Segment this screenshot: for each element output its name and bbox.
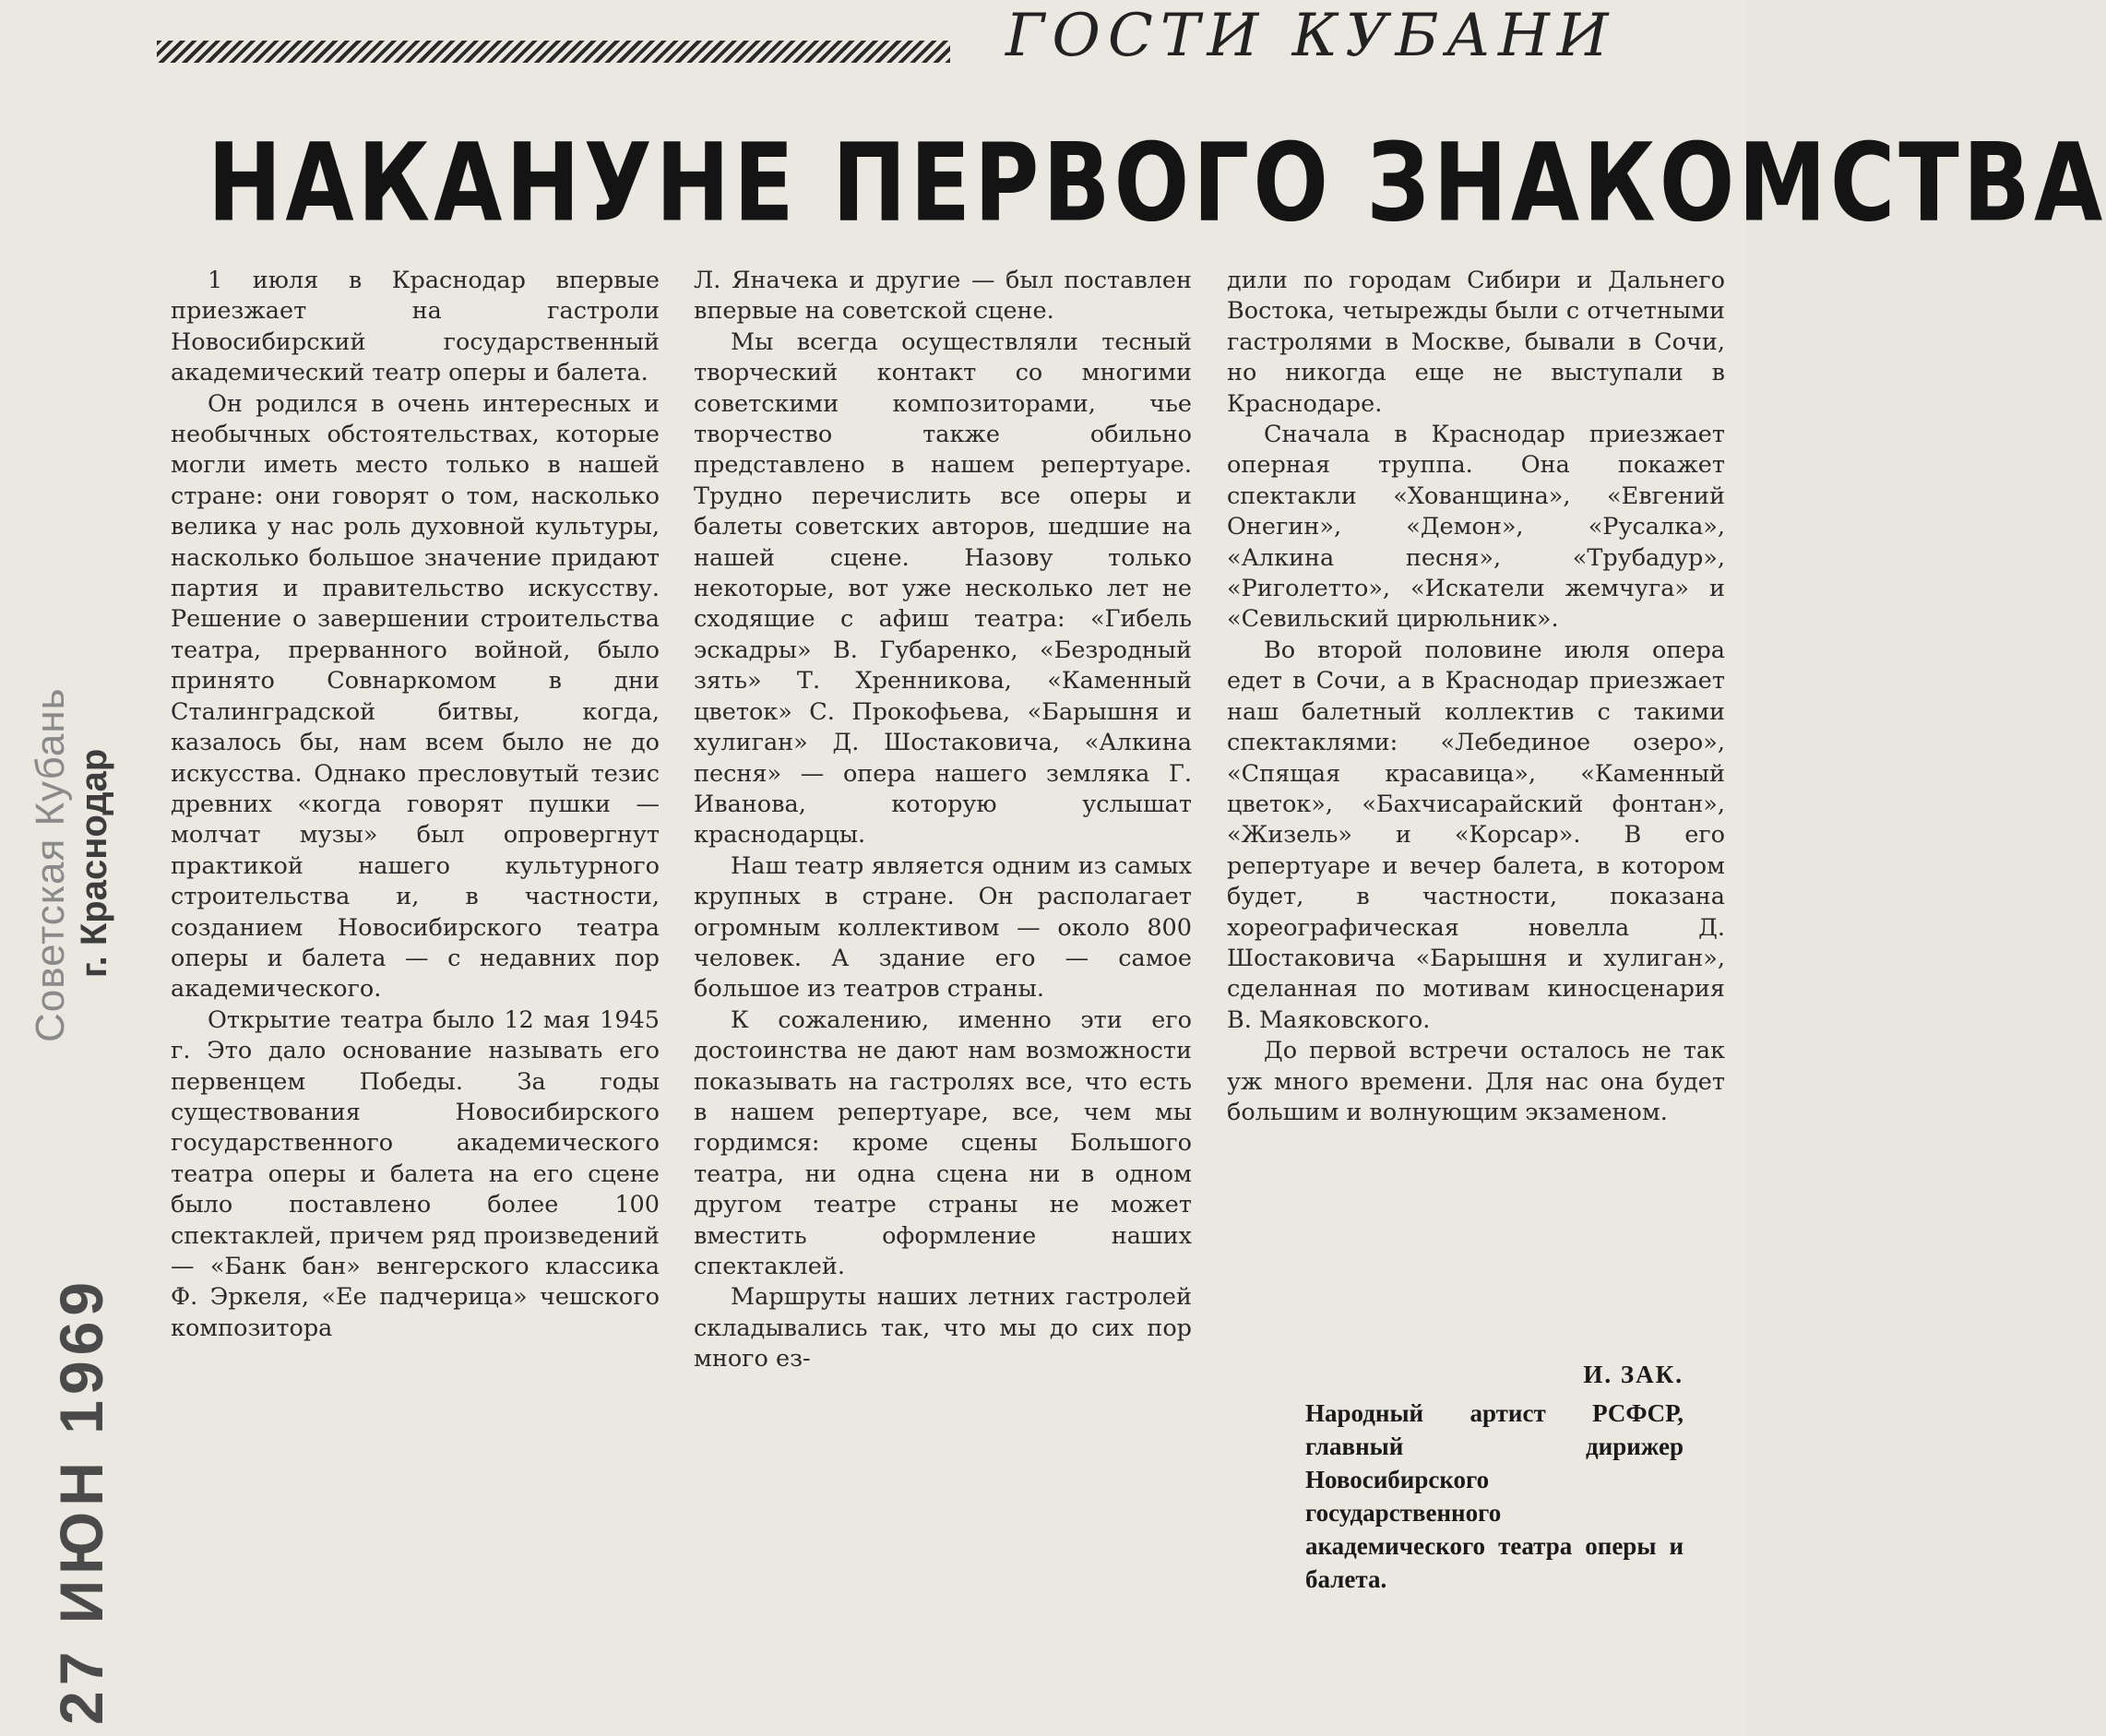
rubric-title: ГОСТИ КУБАНИ: [1005, 2, 1616, 70]
paragraph: Сначала в Краснодар приезжает оперная труппа. Она покажет спектакли «Хованщина», «Евгений Онегин», «Демон», «Русалка», «Алкина песня», «Трубадур», «Риголетто», «Искатели жемчуга» и «Севильский цирюльник».: [1227, 421, 1725, 634]
article-column-3: [1227, 266, 1725, 1128]
paragraph: Открытие театра было 12 мая 1945 г. Это дало основание называть его первенцем Победы. За годы существования Новосибирского государственного академического театра оперы и балета на его сцене было поставлено более 100 спектаклей, причем ряд произведений — «Банк бан» венгерского классика Ф. Эркеля, «Ее падчерица» чешского композитора: [171, 1005, 660, 1342]
article-headline: НАКАНУНЕ ПЕРВОГО ЗНАКОМСТВА: [208, 120, 2106, 246]
paragraph: Он родился в очень интересных и необычных обстоятельствах, которые могли иметь место только в нашей стране: они говорят о том, насколько велика у нас роль духовной культуры, насколько большое значение придают партия и правительство искусству. Решение о завершении строительства театра, прерванного войной, было принято Совнаркомом в дни Сталинградской битвы, когда, казалось бы, нам всем было не до искусства. Однако пресловутый тезис древних «когда говорят пушки — молчат музы» был опровергнут практикой нашего культурного строительства и, в частности, созданием Новосибирского театра оперы и балета — с недавних пор академического.: [171, 389, 660, 1004]
author-name: И. ЗАК.: [1583, 1361, 1684, 1388]
author-title: Народный артист РСФСР, главный дирижер Новосибирского государственного академического театра оперы и балета.: [1305, 1399, 1684, 1593]
rubric-hatched-rule: [157, 41, 950, 63]
paragraph: Л. Яначека и другие — был поставлен впервые на советской сцене.: [694, 267, 1192, 326]
paragraph: Наш театр является одним из самых крупных в стране. Он располагает огромным коллективом — около 800 человек. А здание его — самое большое из театров страны.: [694, 851, 1192, 1004]
paragraph: До первой встречи осталось не так уж много времени. Для нас она будет большим и волнующим экзаменом.: [1227, 1037, 1725, 1126]
stamp-date: 27 ИЮН 1969: [47, 1276, 115, 1725]
article-column-2: [694, 266, 1192, 1375]
paragraph: Во второй половине июля опера едет в Сочи, а в Краснодар приезжает наш балетный коллектив с такими спектаклями: «Лебединое озеро», «Спящая красавица», «Каменный цветок», «Бахчисарайский фонтан», «Жизель» и «Корсар». В его репертуаре и вечер балета, в котором будет, в частности, показана хореографическая новелла Д. Шостаковича «Барышня и хулиган», сделанная по мотивам киносценария В. Маяковского.: [1227, 636, 1725, 1034]
paragraph: дили по городам Сибири и Дальнего Востока, четырежды были с отчетными гастролями в Москве, бывали в Сочи, но никогда еще не выступали в Краснодаре.: [1227, 267, 1725, 418]
stamp-newspaper-name: Советская Кубань: [28, 687, 73, 1042]
paragraph: К сожалению, именно эти его достоинства не дают нам возможности показывать на гастролях все, что есть в нашем репертуаре, все, чем мы гордимся: кроме сцены Большого театра, ни одна сцена ни в одном другом театре страны не может вместить оформление наших спектаклей.: [694, 1005, 1192, 1280]
paragraph: Мы всегда осуществляли тесный творческий контакт со многими советскими композиторами, чье творчество также обильно представлено в нашем репертуаре. Трудно перечислить все оперы и балеты советских авторов, шедшие на нашей сцене. Назову только некоторые, вот уже несколько лет не сходящие с афиш театра: «Гибель эскадры» В. Губаренко, «Безродный зять» Т. Хренникова, «Каменный цветок» С. Прокофьева, «Барышня и хулиган» Д. Шостаковича, «Алкина песня» — опера нашего земляка Г. Иванова, которую услышат краснодарцы.: [694, 327, 1192, 850]
article-column-1: [171, 266, 660, 1344]
stamp-city: г. Краснодар: [74, 748, 114, 978]
paragraph: 1 июля в Краснодар впервые приезжает на гастроли Новосибирский государственный академический театр оперы и балета.: [171, 267, 660, 387]
author-signature: [1305, 1358, 1684, 1596]
paragraph: Маршруты наших летних гастролей складывались так, что мы до сих пор много ез-: [694, 1283, 1192, 1373]
